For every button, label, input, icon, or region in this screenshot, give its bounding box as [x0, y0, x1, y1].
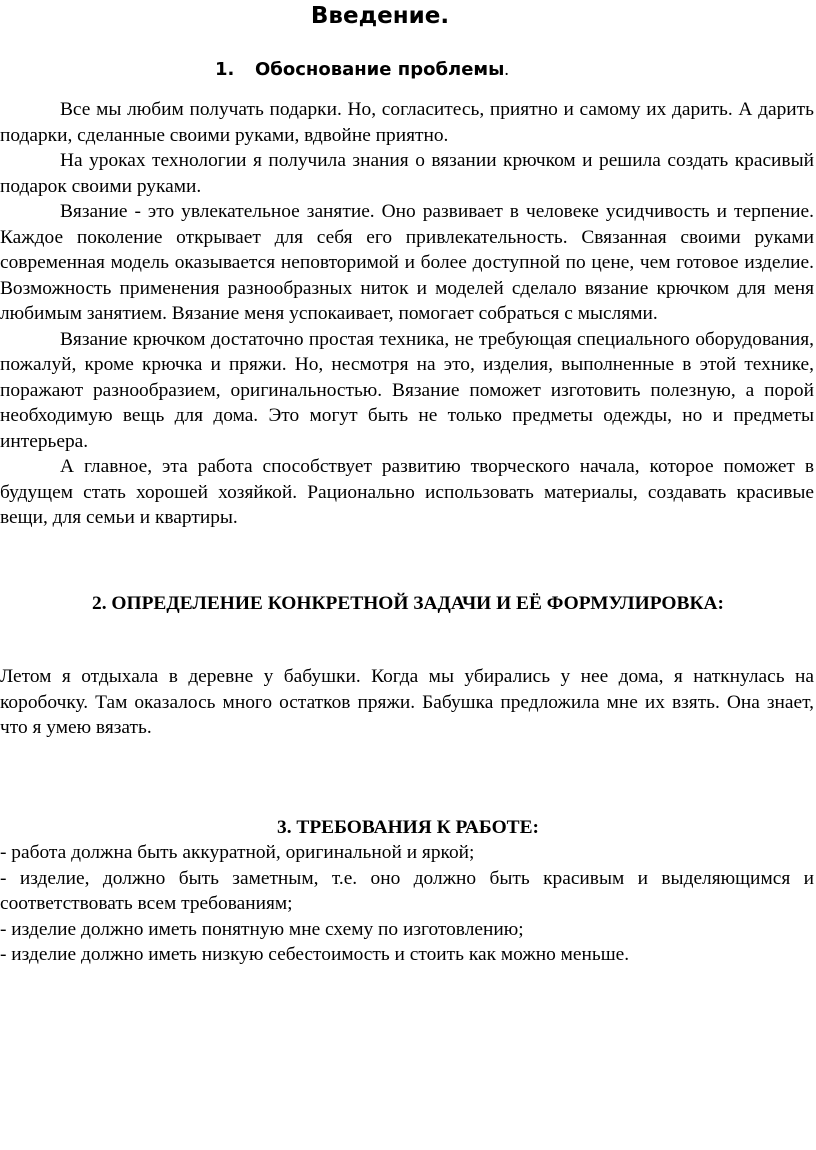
section3-heading: 3. ТРЕБОВАНИЯ К РАБОТЕ:: [277, 817, 539, 838]
requirements-list: [0, 840, 814, 968]
requirement-item: - изделие должно иметь понятную мне схему по изготовлению;: [0, 918, 524, 940]
section1-number: 1.: [215, 59, 235, 80]
section1-paragraph: На уроках технологии я получила знания о вязании крючком и решила создать красивый подарок своими руками.: [0, 150, 814, 197]
requirement-item: - изделие, должно быть заметным, т.е. оно должно быть красивым и выделяющимся и соответствовать всем требованиям;: [0, 867, 814, 914]
section1-heading-period: .: [504, 59, 509, 79]
requirement-item: - работа должна быть аккуратной, оригинальной и яркой;: [0, 842, 475, 863]
requirement-item: - изделие должно иметь низкую себестоимость и стоить как можно меньше.: [0, 944, 630, 965]
section1-paragraph: Вязание крючком достаточно простая техника, не требующая специального оборудования, пожалуй, кроме крючка и пряжи. Но, несмотря на это, изделия, выполненные в этой технике, поражают разнообразием, оригинальностью. Вязание поможет изготовить полезную, а порой необходимую вещь для дома. Это могут быть не только предметы одежды, но и предметы интерьера.: [0, 328, 814, 452]
section1-body: [0, 97, 814, 531]
section1-heading: [215, 59, 509, 80]
section2-paragraph: Летом я отдыхала в деревне у бабушки. Когда мы убирались у нее дома, я наткнулась на коробочку. Там оказалось много остатков пряжи. Бабушка предложила мне их взять. Она знает, что я умею вязать.: [0, 666, 814, 738]
section1-paragraph: Все мы любим получать подарки. Но, согласитесь, приятно и самому их дарить. А дарить подарки, сделанные своими руками, вдвойне приятно.: [0, 99, 814, 146]
document-title: Введение.: [310, 3, 450, 29]
section2-body: [0, 664, 814, 741]
section1-heading-text: Обоснование проблемы: [255, 59, 505, 80]
section1-paragraph: Вязание - это увлекательное занятие. Оно развивает в человеке усидчивость и терпение. Каждое поколение открывает для себя его привлекательность. Связанная своими руками современная модель оказывается неповторимой и более доступной по цене, чем готовое изделие. Возможность применения разнообразных ниток и моделей сделало вязание крючком для меня любимым занятием. Вязание меня успокаивает, помогает собраться с мыслями.: [0, 201, 814, 324]
section1-paragraph: А главное, эта работа способствует развитию творческого начала, которое поможет в будущем стать хорошей хозяйкой. Рационально использовать материалы, создавать красивые вещи, для семьи и квартиры.: [0, 456, 814, 528]
section2-heading: 2. ОПРЕДЕЛЕНИЕ КОНКРЕТНОЙ ЗАДАЧИ И ЕЁ ФОРМУЛИРОВКА:: [92, 593, 724, 614]
